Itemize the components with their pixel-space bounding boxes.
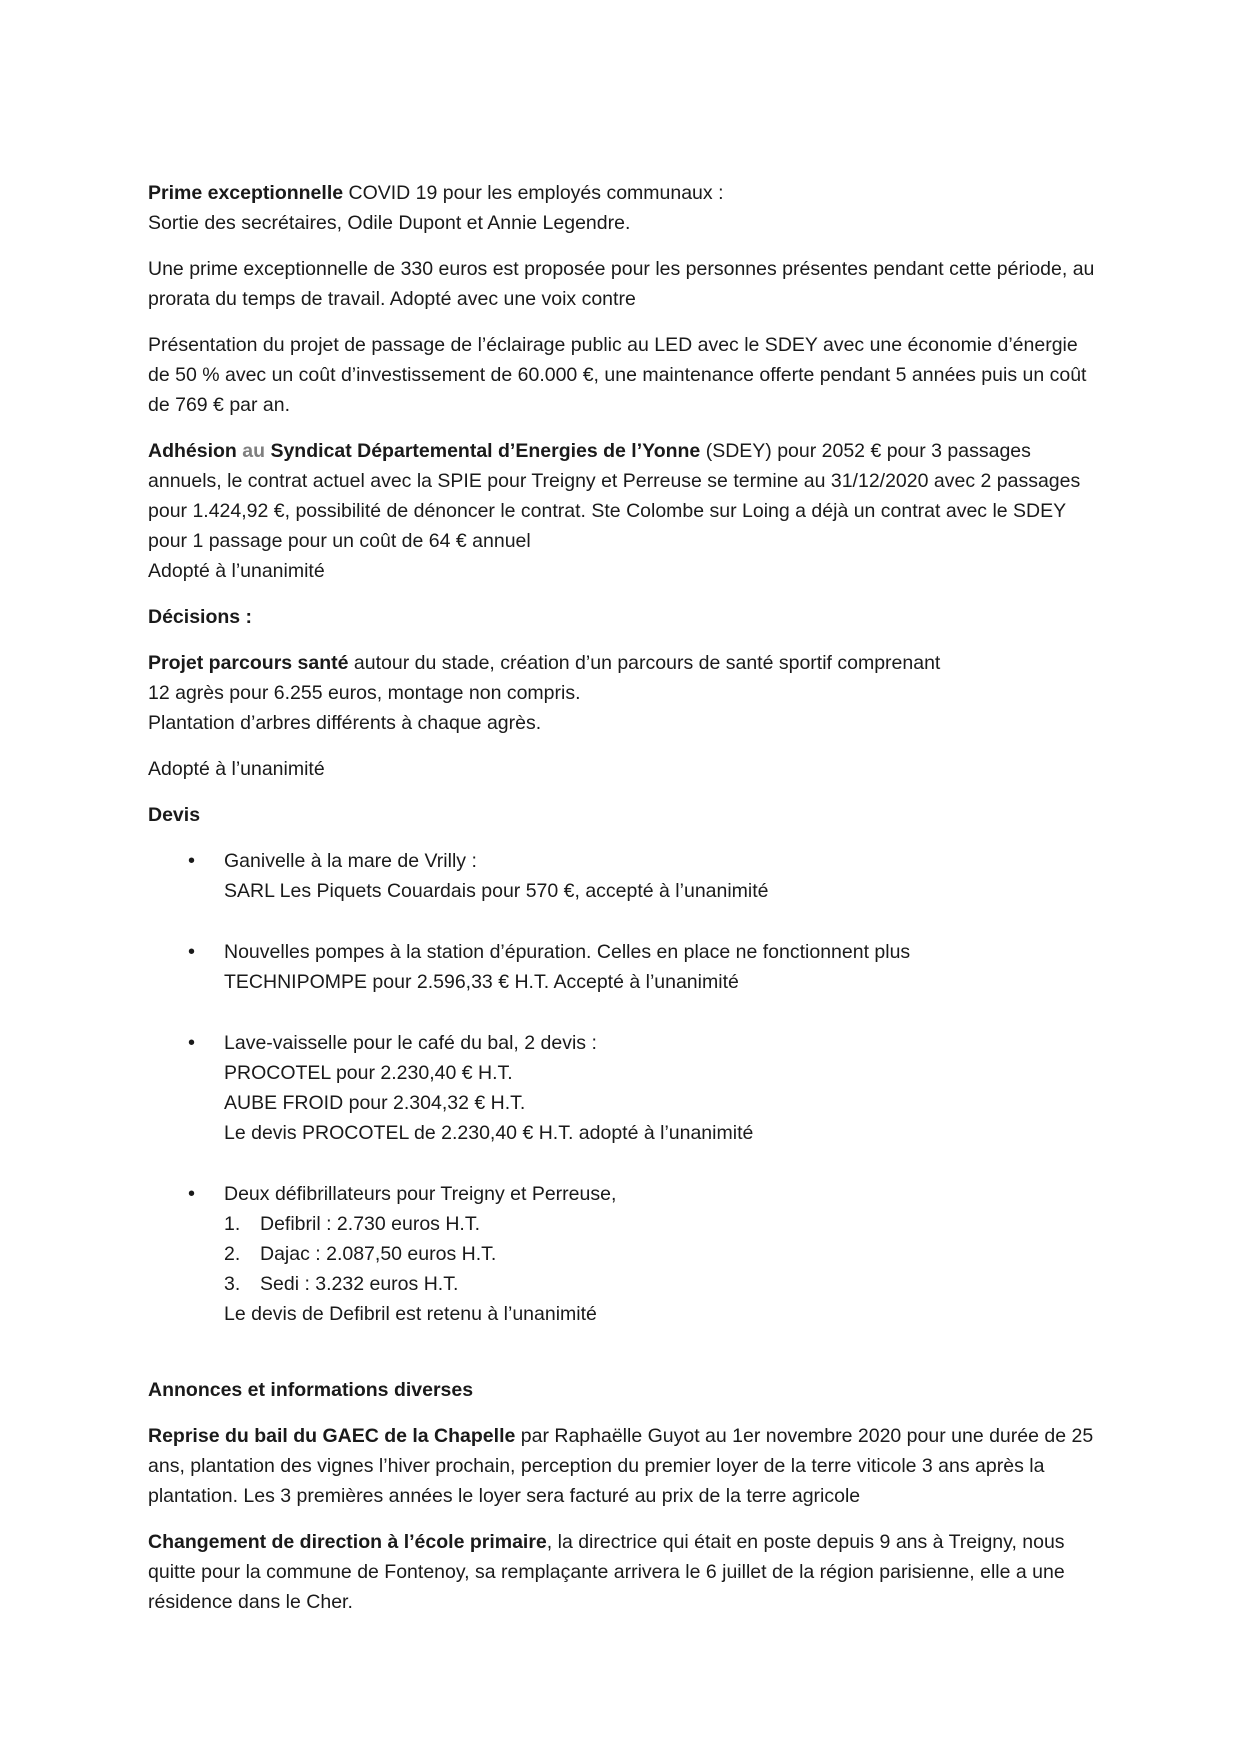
defibrillator-list xyxy=(224,1209,1100,1299)
devis-3-line1: • Lave-vaisselle pour le café du bal, 2 devis : xyxy=(224,1032,597,1054)
item-number: 2. xyxy=(224,1243,241,1265)
projet-paragraph xyxy=(148,648,1100,738)
annonces-heading-text: Annonces et informations diverses xyxy=(148,1379,474,1401)
list-item xyxy=(188,1179,1100,1329)
devis-heading-text: Devis xyxy=(148,804,201,826)
numbered-item xyxy=(224,1239,1100,1269)
prime-paragraph: Une prime exceptionnelle de 330 euros est proposée pour les personnes présentes pendant cette période, au prorata du temps de travail. Adopté avec une voix contre xyxy=(148,258,1095,310)
devis-3-line2: PROCOTEL pour 2.230,40 € H.T. xyxy=(224,1062,513,1084)
devis-list xyxy=(148,846,1100,1329)
devis-3-line4: Le devis PROCOTEL de 2.230,40 € H.T. adopté à l’unanimité xyxy=(224,1122,754,1144)
projet-bold: Projet parcours santé xyxy=(148,652,349,674)
item-text: Dajac : 2.087,50 euros H.T. xyxy=(260,1243,497,1265)
gaec-bold: Reprise du bail du GAEC de la Chapelle xyxy=(148,1425,516,1447)
ecole-paragraph xyxy=(148,1527,1100,1617)
decisions-heading xyxy=(148,602,1100,632)
prime-title-rest: COVID 19 pour les employés communaux : xyxy=(343,182,724,204)
adhesion-bold1: Adhésion xyxy=(148,440,237,462)
ecole-bold: Changement de direction à l’école primaire xyxy=(148,1531,547,1553)
list-item xyxy=(188,846,1100,906)
document-page xyxy=(148,178,1100,1633)
adhesion-rest: (SDEY) pour 2052 € pour 3 passages annuels, le contrat actuel avec la SPIE pour Treigny et Perreuse se termine au 31/12/2020 avec 2 passages pour 1.424,92 €, possibilité de dénoncer le contrat. Ste Colombe sur Loing a déjà un contrat avec le SDEY pour 1 passage pour un coût de 64 € annuel xyxy=(148,440,1081,552)
adhesion-result: Adopté à l’unanimité xyxy=(148,560,325,582)
decisions-heading-text: Décisions : xyxy=(148,606,253,628)
projet-line1: autour du stade, création d’un parcours de santé sportif comprenant xyxy=(348,652,941,674)
prime-title-bold: Prime exceptionnelle xyxy=(148,182,344,204)
devis-heading xyxy=(148,800,1100,830)
list-item xyxy=(188,937,1100,997)
devis-4-outro: Le devis de Defibril est retenu à l’unanimité xyxy=(224,1303,597,1325)
adhesion-bold2: Syndicat Départemental d’Energies de l’Yonne xyxy=(270,440,701,462)
devis-4-intro: • Deux défibrillateurs pour Treigny et Perreuse, xyxy=(224,1183,617,1205)
annonces-heading xyxy=(148,1375,1100,1405)
list-item xyxy=(188,1028,1100,1148)
prime-section xyxy=(148,178,1100,238)
devis-2-line1: • Nouvelles pompes à la station d’épuration. Celles en place ne fonctionnent plus xyxy=(224,941,911,963)
devis-2-line2: TECHNIPOMPE pour 2.596,33 € H.T. Accepté à l’unanimité xyxy=(224,971,739,993)
projet-line3: Plantation d’arbres différents à chaque agrès. xyxy=(148,712,542,734)
eclairage-paragraph: Présentation du projet de passage de l’éclairage public au LED avec le SDEY avec une économie d’énergie de 50 % avec un coût d’investissement de 60.000 €, une maintenance offerte pendant 5 années puis un coût de 769 € par an. xyxy=(148,334,1087,416)
devis-1-line2: SARL Les Piquets Couardais pour 570 €, accepté à l’unanimité xyxy=(224,880,769,902)
gaec-paragraph xyxy=(148,1421,1100,1511)
item-text: Sedi : 3.232 euros H.T. xyxy=(260,1273,459,1295)
item-number: 3. xyxy=(224,1273,241,1295)
numbered-item xyxy=(224,1269,1100,1299)
gaec-rest: par Raphaëlle Guyot au 1er novembre 2020 pour une durée de 25 ans, plantation des vignes l’hiver prochain, perception du premier loyer de la terre viticole 3 ans après la plantation. Les 3 premières années le loyer sera facturé au prix de la terre agricole xyxy=(148,1425,1094,1507)
item-number: 1. xyxy=(224,1213,241,1235)
prime-line2: Sortie des secrétaires, Odile Dupont et Annie Legendre. xyxy=(148,212,631,234)
devis-1-line1: • Ganivelle à la mare de Vrilly : xyxy=(224,850,477,872)
decisions-result: Adopté à l’unanimité xyxy=(148,758,325,780)
devis-3-line3: AUBE FROID pour 2.304,32 € H.T. xyxy=(224,1092,526,1114)
adhesion-paragraph xyxy=(148,436,1100,586)
numbered-item xyxy=(224,1209,1100,1239)
ecole-rest: , la directrice qui était en poste depuis 9 ans à Treigny, nous quitte pour la commune de Fontenoy, sa remplaçante arrivera le 6 juillet de la région parisienne, elle a une résidence dans le Cher. xyxy=(148,1531,1065,1613)
projet-line2: 12 agrès pour 6.255 euros, montage non compris. xyxy=(148,682,581,704)
adhesion-muted: au xyxy=(236,440,271,462)
item-text: Defibril : 2.730 euros H.T. xyxy=(260,1213,481,1235)
